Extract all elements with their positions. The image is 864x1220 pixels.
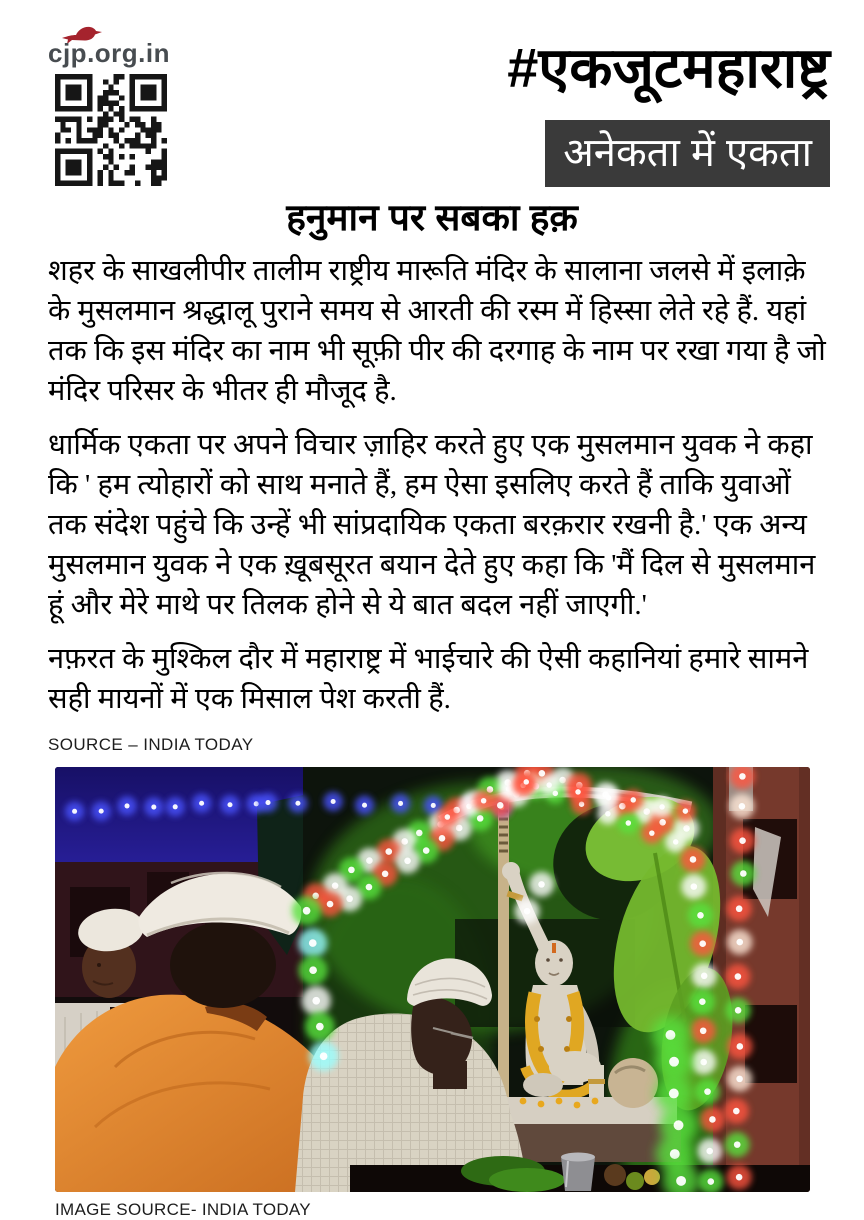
header — [0, 0, 864, 190]
logo-text: cjp.org.in — [48, 38, 170, 68]
article-body — [48, 251, 834, 719]
article-heading: हनुमान पर सबका हक़ — [286, 197, 578, 238]
cjp-logo — [48, 22, 170, 66]
campaign-hashtag: #एकजूटमहाराष्ट्र — [507, 36, 830, 99]
paragraph-1: शहर के साखलीपीर तालीम राष्ट्रीय मारूति मंदिर के सालाना जलसे में इलाक़े के मुसलमान श्रद्धालू पुराने समय से आरती की रस्म में हिस्सा लेते रहे हैं. यहां तक कि इस मंदिर का नाम भी सूफ़ी पीर की दरगाह के नाम पर रखा गया है जो मंदिर परिसर के भीतर ही मौजूद है. — [48, 255, 826, 408]
image-credit: IMAGE SOURCE- INDIA TODAY — [55, 1200, 311, 1220]
paragraph-3: नफ़रत के मुश्किल दौर में महाराष्ट्र में भाईचारे की ऐसी कहानियां हमारे सामने सही मायनों में एक मिसाल पेश करती हैं. — [48, 643, 809, 716]
paragraph-2: धार्मिक एकता पर अपने विचार ज़ाहिर करते हुए एक मुसलमान युवक ने कहा कि ' हम त्योहारों को साथ मनाते हैं, हम ऐसा इसलिए करते हैं ताकि युवाओं तक संदेश पहुंचे कि उन्हें भी सांप्रदायिक एकता बरक़रार रखनी है.' एक अन्य मुसलमान युवक ने एक ख़ूबसूरत बयान देते हुए कहा कि 'मैं दिल से मुसलमान हूं और मेरे माथे पर तिलक होने से ये बात बदल नहीं जाएगी.' — [48, 429, 816, 622]
tagline-banner: अनेकता में एकता — [545, 120, 830, 187]
temple-aarti-photo — [55, 767, 810, 1192]
photo-illustration — [55, 767, 810, 1192]
qr-code — [55, 74, 167, 186]
source-credit: SOURCE – INDIA TODAY — [48, 735, 254, 755]
